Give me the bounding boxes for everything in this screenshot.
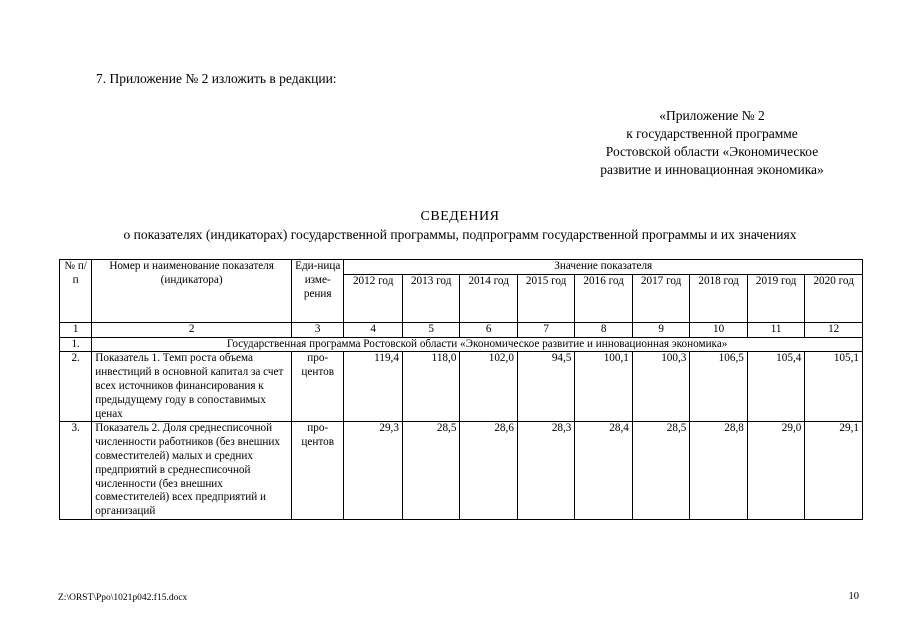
value-cell: 105,1: [805, 352, 863, 422]
header-year: 2013 год: [402, 274, 459, 322]
header-year: 2017 год: [632, 274, 689, 322]
column-index: 5: [402, 322, 459, 337]
indicator-unit: про-центов: [291, 422, 343, 520]
footer-page-number: 10: [848, 591, 859, 602]
column-index-row: [60, 322, 863, 337]
value-cell: 28,5: [632, 422, 689, 520]
document-subtitle: о показателях (индикаторах) государственной программы, подпрограмм государственной программы и их значениях: [123, 227, 797, 242]
row-num: 3.: [60, 422, 92, 520]
indicator-name: Показатель 2. Доля среднесписочной численности работников (без внешних совместителей) малых и средних предприятий в среднесписочной численности (без внешних совместителей) всех предприятий и организаций: [92, 422, 292, 520]
value-cell: 28,3: [517, 422, 574, 520]
column-index: 1: [60, 322, 92, 337]
table-row: [60, 352, 863, 422]
header-year: 2014 год: [460, 274, 517, 322]
value-cell: 106,5: [690, 352, 747, 422]
column-index: 2: [92, 322, 292, 337]
indicators-table: [59, 259, 863, 520]
value-cell: 94,5: [517, 352, 574, 422]
footer-file-path: Z:\ORST\Ppo\1021p042.f15.docx: [58, 593, 188, 603]
column-index: 6: [460, 322, 517, 337]
column-index: 7: [517, 322, 574, 337]
header-num: № п/п: [60, 260, 92, 323]
header-year: 2015 год: [517, 274, 574, 322]
column-index: 9: [632, 322, 689, 337]
appendix-line-1: «Приложение № 2: [659, 108, 765, 123]
column-index: 12: [805, 322, 863, 337]
header-year: 2016 год: [575, 274, 632, 322]
value-cell: 29,0: [747, 422, 804, 520]
header-name: Номер и наименование показателя (индикатора): [92, 260, 292, 323]
value-cell: 28,5: [402, 422, 459, 520]
column-index: 4: [344, 322, 403, 337]
section-row: [60, 337, 863, 352]
value-cell: 29,3: [344, 422, 403, 520]
value-cell: 29,1: [805, 422, 863, 520]
table-header-row: [60, 260, 863, 275]
value-cell: 100,3: [632, 352, 689, 422]
table-row: [60, 422, 863, 520]
value-cell: 105,4: [747, 352, 804, 422]
value-cell: 118,0: [402, 352, 459, 422]
value-cell: 102,0: [460, 352, 517, 422]
value-cell: 28,4: [575, 422, 632, 520]
header-year: 2019 год: [747, 274, 804, 322]
value-cell: 100,1: [575, 352, 632, 422]
row-num: 2.: [60, 352, 92, 422]
appendix-line-4: развитие и инновационная экономика»: [600, 162, 824, 177]
appendix-line-2: к государственной программе: [626, 126, 798, 141]
document-title: СВЕДЕНИЯ: [420, 209, 500, 224]
value-cell: 119,4: [344, 352, 403, 422]
indicator-name: Показатель 1. Темп роста объема инвестиций в основной капитал за счет всех источников финансирования к предыдущему году в сопоставимых ценах: [92, 352, 292, 422]
column-index: 8: [575, 322, 632, 337]
appendix-line-3: Ростовской области «Экономическое: [605, 144, 819, 159]
header-year: 2018 год: [690, 274, 747, 322]
appendix-reference: [562, 107, 862, 179]
value-cell: 28,8: [690, 422, 747, 520]
column-index: 3: [291, 322, 343, 337]
section-num: 1.: [60, 337, 92, 352]
column-index: 10: [690, 322, 747, 337]
column-index: 11: [747, 322, 804, 337]
section-title: Государственная программа Ростовской области «Экономическое развитие и инновационная экономика»: [92, 337, 863, 352]
indicator-unit: про-центов: [291, 352, 343, 422]
value-cell: 28,6: [460, 422, 517, 520]
header-year: 2012 год: [344, 274, 403, 322]
intro-text: 7. Приложение № 2 изложить в редакции:: [96, 71, 337, 86]
header-unit: Еди-ница изме-рения: [291, 260, 343, 323]
header-values-group: Значение показателя: [344, 260, 863, 275]
header-year: 2020 год: [805, 274, 863, 322]
